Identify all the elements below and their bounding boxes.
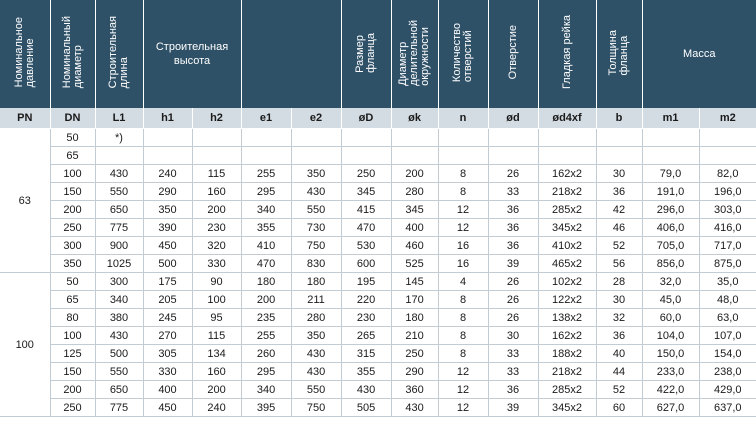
table-cell: 505 [341,399,391,417]
table-cell: 300 [95,273,143,291]
table-cell: 100 [50,327,95,345]
table-cell: 240 [192,399,241,417]
table-cell: 650 [95,201,143,219]
table-cell: 12 [438,201,488,219]
table-cell: 280 [291,309,341,327]
table-cell: 340 [241,381,291,399]
table-row [0,363,756,381]
symbol-cell: DN [50,108,95,129]
table-cell: 295 [241,183,291,201]
table-cell: 550 [95,183,143,201]
table-cell [488,129,538,147]
table-cell: 233,0 [642,363,699,381]
table-cell: 102x2 [538,273,596,291]
table-cell: 395 [241,399,291,417]
table-cell: 315 [341,345,391,363]
table-cell: 46 [596,219,642,237]
table-cell: 550 [95,363,143,381]
header-smooth-rail [538,0,596,108]
table-cell: 162x2 [538,165,596,183]
table-cell: 530 [341,237,391,255]
table-cell: 42 [596,201,642,219]
table-cell: 33 [488,183,538,201]
table-cell: 295 [241,363,291,381]
table-cell: 525 [391,255,438,273]
table-cell: 470 [241,255,291,273]
table-row [0,399,756,417]
table-cell: 95 [192,309,241,327]
table-cell: 410x2 [538,237,596,255]
table-cell: 150,0 [642,345,699,363]
table-cell [143,147,192,165]
table-cell [391,147,438,165]
table-cell: 162x2 [538,327,596,345]
table-cell: 750 [291,237,341,255]
symbol-cell: ød [488,108,538,129]
table-cell: 650 [95,381,143,399]
table-cell: 600 [341,255,391,273]
table-cell: 60,0 [642,309,699,327]
header-hole [488,0,538,108]
table-cell: 340 [241,201,291,219]
symbol-cell: L1 [95,108,143,129]
symbol-cell: b [596,108,642,129]
table-row [0,345,756,363]
symbol-cell: e2 [291,108,341,129]
table-cell: 550 [291,201,341,219]
table-row [0,291,756,309]
table-cell: 360 [391,381,438,399]
table-cell: 470 [341,219,391,237]
table-cell: 430 [291,183,341,201]
table-cell: *) [95,129,143,147]
table-cell [538,147,596,165]
table-cell: 8 [438,291,488,309]
table-cell: 44 [596,363,642,381]
header-mass [642,0,756,108]
table-cell: 250 [391,345,438,363]
header-nominal-diameter [50,0,95,108]
table-cell [538,129,596,147]
table-cell: 238,0 [699,363,756,381]
table-cell: 355 [241,219,291,237]
table-cell: 28 [596,273,642,291]
table-cell: 60 [596,399,642,417]
table-cell: 26 [488,273,538,291]
table-cell: 40 [596,345,642,363]
table-cell: 627,0 [642,399,699,417]
table-cell [241,129,291,147]
table-cell: 218x2 [538,183,596,201]
table-row [0,381,756,399]
table-cell: 400 [391,219,438,237]
table-cell: 160 [192,363,241,381]
table-cell: 39 [488,399,538,417]
table-cell: 30 [596,165,642,183]
table-cell: 200 [192,381,241,399]
table-cell: 1025 [95,255,143,273]
table-cell: 36 [596,183,642,201]
table-cell: 320 [192,237,241,255]
header-label: Номинальный диаметр [60,16,84,89]
table-cell: 122x2 [538,291,596,309]
table-cell: 154,0 [699,345,756,363]
table-cell [642,147,699,165]
table-cell: 63,0 [699,309,756,327]
table-cell: 856,0 [642,255,699,273]
table-cell: 200 [50,201,95,219]
table-cell: 500 [95,345,143,363]
table-cell: 390 [143,219,192,237]
table-cell: 191,0 [642,183,699,201]
table-cell: 33 [488,345,538,363]
table-cell: 8 [438,309,488,327]
table-cell: 730 [291,219,341,237]
table-row [0,255,756,273]
table-cell [95,147,143,165]
table-row [0,237,756,255]
table-cell: 290 [391,363,438,381]
table-cell: 350 [143,201,192,219]
table-cell: 429,0 [699,381,756,399]
table-cell: 430 [95,165,143,183]
table-cell: 26 [488,291,538,309]
table-cell: 180 [391,309,438,327]
table-cell: 107,0 [699,327,756,345]
table-cell: 265 [341,327,391,345]
table-cell: 406,0 [642,219,699,237]
table-cell: 260 [241,345,291,363]
header-e-blank [241,0,341,108]
table-cell: 36 [488,381,538,399]
header-hole-count [438,0,488,108]
table-cell: 750 [291,399,341,417]
table-cell: 210 [391,327,438,345]
table-cell: 250 [341,165,391,183]
table-cell: 125 [50,345,95,363]
table-cell: 12 [438,399,488,417]
table-cell: 4 [438,273,488,291]
table-cell: 637,0 [699,399,756,417]
table-cell: 100 [192,291,241,309]
symbol-cell: m2 [699,108,756,129]
table-cell: 450 [143,237,192,255]
symbol-row [0,108,756,129]
header-construction-height [143,0,241,108]
table-cell: 416,0 [699,219,756,237]
symbol-cell: øD [341,108,391,129]
table-cell: 196,0 [699,183,756,201]
table-cell: 240 [143,165,192,183]
header-label: Количество отверстий [451,22,475,83]
table-cell [341,129,391,147]
symbol-cell: m1 [642,108,699,129]
table-cell: 8 [438,345,488,363]
table-cell [488,147,538,165]
table-cell: 52 [596,237,642,255]
table-cell [391,129,438,147]
table-cell: 115 [192,327,241,345]
table-cell [596,129,642,147]
table-cell: 35,0 [699,273,756,291]
table-cell: 134 [192,345,241,363]
header-label: Размер фланца [354,32,378,73]
table-cell: 218x2 [538,363,596,381]
table-cell [699,129,756,147]
table-cell [192,129,241,147]
table-cell: 26 [488,309,538,327]
header-row [0,0,756,108]
table-cell: 200 [192,201,241,219]
table-cell: 705,0 [642,237,699,255]
table-cell: 430 [291,345,341,363]
table-cell: 345 [391,201,438,219]
table-cell: 775 [95,399,143,417]
table-cell [143,129,192,147]
table-cell: 195 [341,273,391,291]
table-cell: 8 [438,165,488,183]
table-cell: 355 [341,363,391,381]
table-cell [642,129,699,147]
table-cell: 340 [95,291,143,309]
table-cell: 8 [438,183,488,201]
table-cell: 36 [488,219,538,237]
table-cell: 36 [488,201,538,219]
table-cell [241,147,291,165]
table-row [0,201,756,219]
symbol-cell: PN [0,108,50,129]
table-row [0,147,756,165]
table-cell [596,147,642,165]
table-cell: 830 [291,255,341,273]
table-cell: 250 [50,219,95,237]
table-cell: 12 [438,363,488,381]
table-row [0,165,756,183]
symbol-cell: h1 [143,108,192,129]
table-cell: 380 [95,309,143,327]
table-cell: 245 [143,309,192,327]
table-cell: 32 [596,309,642,327]
pn-cell: 100 [0,273,50,417]
table-cell: 230 [192,219,241,237]
table-cell: 285x2 [538,381,596,399]
table-row [0,183,756,201]
table-cell: 350 [291,327,341,345]
table-cell: 50 [50,273,95,291]
table-cell: 430 [291,363,341,381]
table-cell: 250 [50,399,95,417]
table-cell: 775 [95,219,143,237]
table-cell [192,147,241,165]
table-cell: 280 [391,183,438,201]
header-label: Строительная длина [107,16,130,89]
table-cell: 211 [291,291,341,309]
table-cell: 430 [391,399,438,417]
table-cell: 345x2 [538,219,596,237]
table-cell: 12 [438,381,488,399]
table-cell: 16 [438,255,488,273]
table-cell: 255 [241,165,291,183]
table-cell: 12 [438,219,488,237]
header-label: Отверстие [506,25,519,80]
header-flange-size [341,0,391,108]
table-cell: 104,0 [642,327,699,345]
table-cell: 175 [143,273,192,291]
table-cell: 180 [241,273,291,291]
table-cell: 330 [143,363,192,381]
table-cell: 200 [50,381,95,399]
table-cell: 16 [438,237,488,255]
table-cell: 296,0 [642,201,699,219]
table-cell: 115 [192,165,241,183]
table-cell: 255 [241,327,291,345]
table-cell: 36 [488,237,538,255]
table-cell: 79,0 [642,165,699,183]
table-cell: 345 [341,183,391,201]
table-cell [699,147,756,165]
table-cell: 32,0 [642,273,699,291]
symbol-cell: øk [391,108,438,129]
table-cell: 235 [241,309,291,327]
table-cell: 415 [341,201,391,219]
symbol-cell: ød4xf [538,108,596,129]
table-cell: 30 [596,291,642,309]
table-cell: 52 [596,381,642,399]
table-cell: 82,0 [699,165,756,183]
table-cell: 100 [50,165,95,183]
table-cell: 450 [143,399,192,417]
table-cell: 430 [95,327,143,345]
table-cell: 80 [50,309,95,327]
table-cell: 270 [143,327,192,345]
table-cell: 8 [438,327,488,345]
table-cell: 145 [391,273,438,291]
table-cell: 345x2 [538,399,596,417]
table-cell: 138x2 [538,309,596,327]
table-cell: 48,0 [699,291,756,309]
table-cell: 400 [143,381,192,399]
header-label: Толщина фланца [607,29,631,76]
symbol-cell: n [438,108,488,129]
table-cell: 39 [488,255,538,273]
header-label: Масса [683,48,716,60]
table-cell: 36 [596,327,642,345]
header-bolt-circle [391,0,438,108]
table-cell: 200 [241,291,291,309]
table-cell: 90 [192,273,241,291]
table-row [0,273,756,291]
table-cell: 150 [50,183,95,201]
table-cell: 410 [241,237,291,255]
table-cell: 45,0 [642,291,699,309]
header-nominal-pressure [0,0,50,108]
table-cell: 875,0 [699,255,756,273]
header-flange-thickness [596,0,642,108]
table-cell: 303,0 [699,201,756,219]
table-cell: 188x2 [538,345,596,363]
table-cell: 350 [291,165,341,183]
table-cell: 220 [341,291,391,309]
table-cell: 205 [143,291,192,309]
table-cell: 460 [391,237,438,255]
table-cell [291,147,341,165]
table-row [0,327,756,345]
table-cell [291,129,341,147]
table-cell: 422,0 [642,381,699,399]
table-row [0,129,756,147]
header-label: Строительная высота [155,41,229,67]
table-cell: 65 [50,147,95,165]
header-label: Номинальное давление [12,17,36,88]
table-cell: 430 [341,381,391,399]
header-construction-length [95,0,143,108]
table-cell: 465x2 [538,255,596,273]
table-cell: 300 [50,237,95,255]
header-label: Диаметр делительной окружности [397,19,432,86]
table-cell: 200 [391,165,438,183]
table-row [0,219,756,237]
table-cell: 30 [488,327,538,345]
table-cell [438,147,488,165]
table-cell: 170 [391,291,438,309]
table-cell: 33 [488,363,538,381]
table-cell: 50 [50,129,95,147]
pn-cell: 63 [0,129,50,273]
table-cell: 230 [341,309,391,327]
symbol-cell: e1 [241,108,291,129]
symbol-cell: h2 [192,108,241,129]
table-cell: 717,0 [699,237,756,255]
table-cell: 900 [95,237,143,255]
table-cell: 290 [143,183,192,201]
header-label: Гладкая рейка [560,15,573,90]
table-cell: 285x2 [538,201,596,219]
table-cell: 160 [192,183,241,201]
table-cell: 65 [50,291,95,309]
table-cell [438,129,488,147]
table-cell [341,147,391,165]
table-cell: 56 [596,255,642,273]
table-row [0,309,756,327]
table-cell: 305 [143,345,192,363]
table-cell: 350 [50,255,95,273]
table-cell: 180 [291,273,341,291]
table-cell: 500 [143,255,192,273]
table-cell: 550 [291,381,341,399]
table-cell: 26 [488,165,538,183]
table-cell: 150 [50,363,95,381]
table-cell: 330 [192,255,241,273]
